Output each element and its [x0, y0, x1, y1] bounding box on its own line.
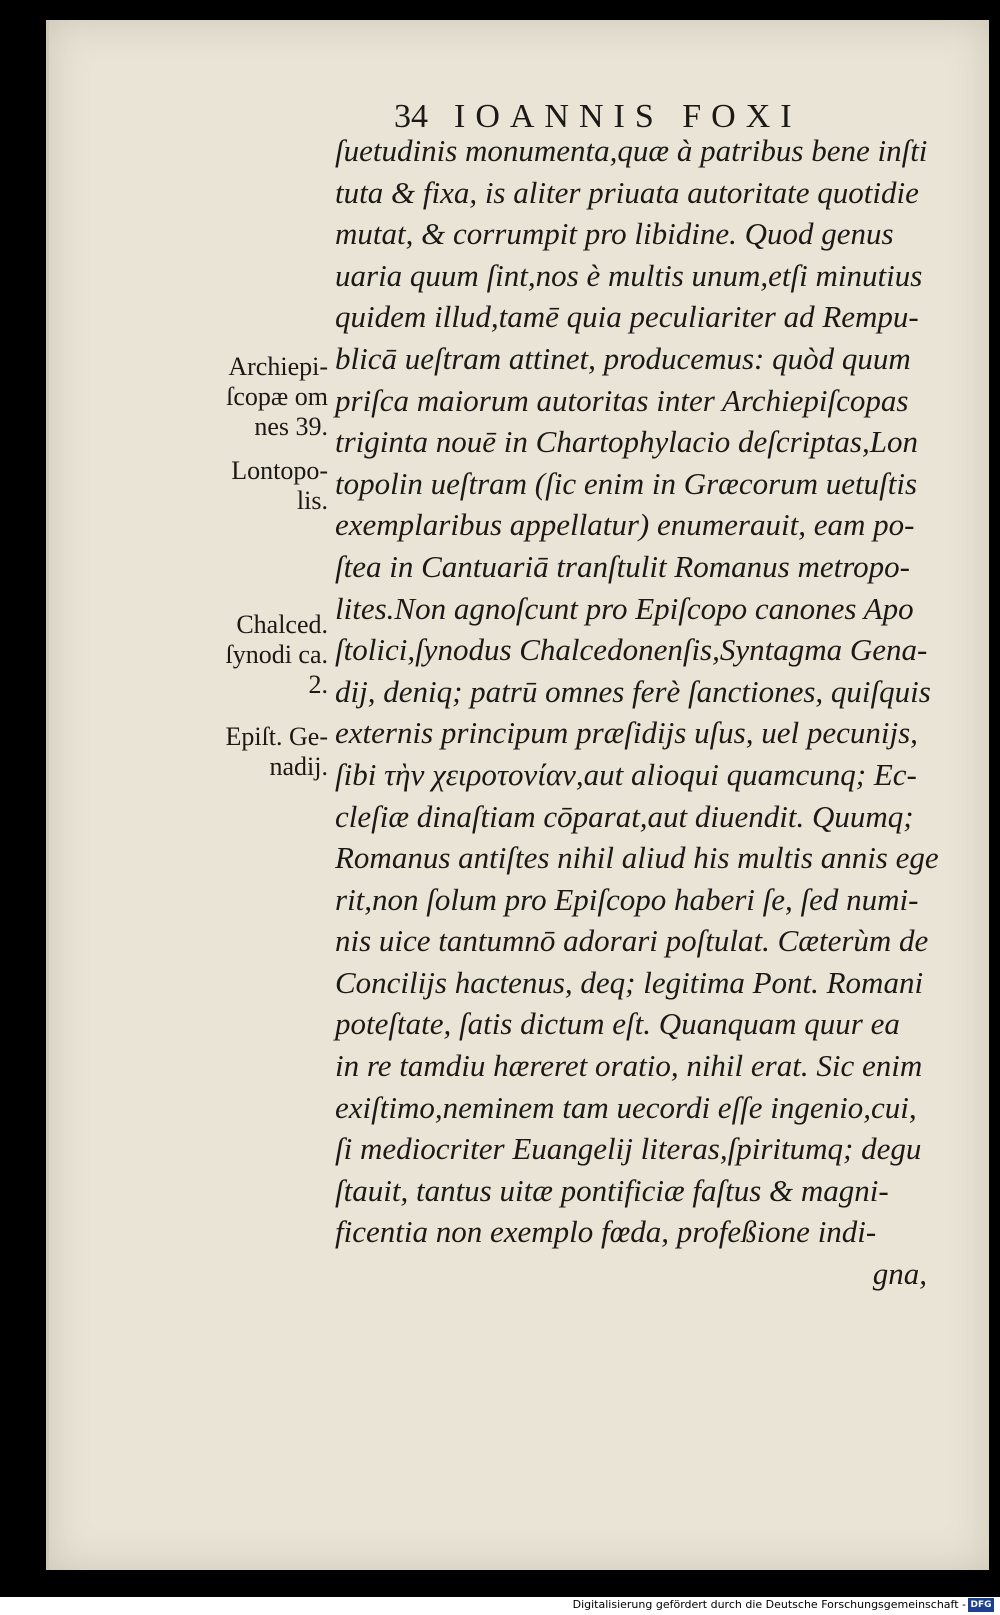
text-line: mutat, & corrumpit pro libidine. Quod genus — [335, 216, 894, 252]
text-line: triginta nouē in Chartophylacio deſcriptas,Lon — [335, 424, 918, 460]
text-line: rit,non ſolum pro Epiſcopo haberi ſe, ſed numi- — [335, 881, 919, 917]
text-line: in re tamdiu hæreret oratio, nihil erat. Sic enim — [335, 1048, 923, 1084]
text-line: ſibi τὴν χειροτονίαν,aut alioqui quamcunq; Ec- — [335, 756, 917, 792]
text-line: dij, deniq; patrū omnes ferè ſanctiones, quiſquis — [335, 673, 931, 709]
text-line: Concilijs hactenus, deq; legitima Pont. Romani — [335, 964, 924, 1000]
footer — [0, 1597, 1000, 1615]
text-line: ſtolici,ſynodus Chalcedonenſis,Syntagma Gena- — [335, 632, 928, 668]
margin-note-line: ſynodi ca. — [225, 640, 328, 669]
page-number: 34 — [394, 98, 428, 135]
margin-note-line: nadij. — [269, 752, 328, 781]
margin-note-line: 2. — [308, 670, 328, 699]
text-line: exiſtimo,neminem tam uecordi eſſe ingenio,cui, — [335, 1089, 917, 1125]
text-line: exemplaribus appellatur) enumerauit, eam po- — [335, 507, 915, 543]
dfg-logo: DFG — [968, 1598, 994, 1612]
running-head-title: IOANNIS FOXI — [454, 98, 802, 135]
margin-note — [178, 456, 328, 516]
text-line: Romanus antiſtes nihil aliud his multis annis ege — [335, 840, 939, 876]
margin-note-line: Chalced. — [236, 610, 328, 639]
text-line: uaria quum ſint,nos è multis unum,etſi minutius — [335, 257, 923, 293]
footer-credit: Digitalisierung gefördert durch die Deutsche Forschungsgemeinschaft - — [572, 1598, 966, 1611]
text-line: ſuetudinis monumenta,quæ à patribus bene inſti — [335, 133, 928, 168]
text-line: ficentia non exemplo fœda, profeßione indi- — [335, 1214, 877, 1250]
text-line: ſi mediocriter Euangelij literas,ſpiritumq; degu — [335, 1131, 922, 1167]
text-line: cleſiæ dinaſtiam cōparat,aut diuendit. Quumq; — [335, 798, 914, 834]
margin-note-line: ſcopæ om — [226, 382, 328, 411]
text-line: nis uice tantumnō adorari poſtulat. Cæterùm de — [335, 923, 929, 959]
margin-note-line: Lontopo- — [231, 456, 328, 485]
text-line: externis principum præſidijs uſus, uel pecunijs, — [335, 715, 918, 751]
margin-note — [178, 722, 328, 782]
margin-note-line: lis. — [296, 486, 328, 515]
text-line: quidem illud,tamē quia peculiariter ad Rempu- — [335, 299, 919, 335]
text-line: lites.Non agnoſcunt pro Epiſcopo canones Apo — [335, 590, 914, 626]
body-text — [335, 130, 945, 1295]
text-line: tuta & fixa, is aliter priuata autoritate quotidie — [335, 174, 919, 210]
text-line: topolin ueſtram (ſic enim in Græcorum uetuſtis — [335, 465, 918, 501]
margin-note — [178, 610, 328, 700]
text-line: ſtauit, tantus uitæ pontificiæ faſtus & magni- — [335, 1172, 889, 1208]
text-line: ſtea in Cantuariā tranſtulit Romanus metropo- — [335, 548, 910, 584]
text-line: poteſtate, ſatis dictum eſt. Quanquam quur ea — [335, 1006, 900, 1042]
margin-note-line: Epiſt. Ge- — [225, 722, 328, 751]
text-line: blicā ueſtram attinet, producemus: quòd quum — [335, 340, 911, 376]
text-line: gna, — [872, 1256, 927, 1292]
margin-note-line: Archiepi- — [228, 352, 328, 381]
margin-note-line: nes 39. — [254, 412, 328, 441]
text-line: priſca maiorum autoritas inter Archiepiſcopas — [335, 382, 909, 418]
margin-note — [178, 352, 328, 442]
